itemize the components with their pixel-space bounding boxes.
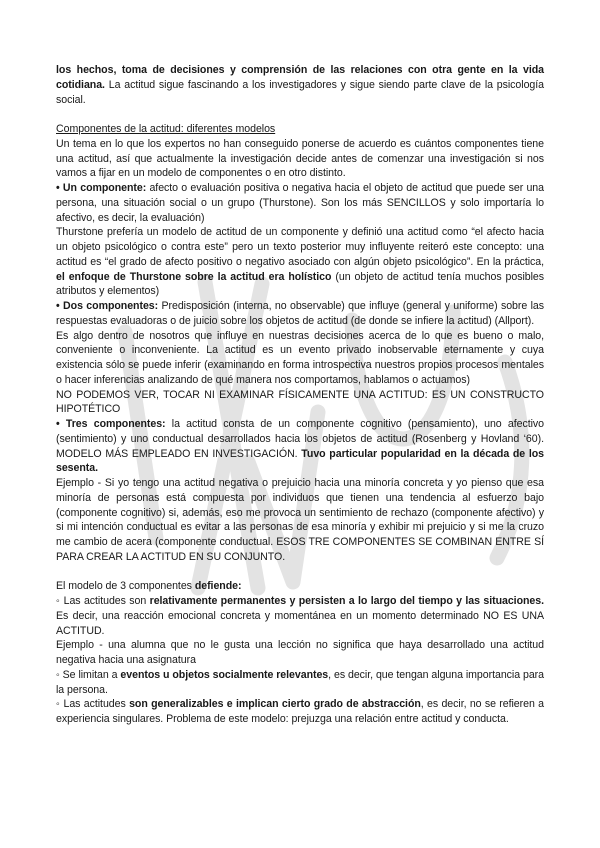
text-run: Predisposición (interna, no observable) que influye (general y uniforme) sobre las respuestas evaluadoras o de juicio sobre los objetos de actitud (de donde se infiere la actitud) (Allport). bbox=[56, 300, 544, 327]
text-run: ◦ Las actitudes bbox=[56, 698, 130, 711]
text-run: NO PODEMOS VER, TOCAR NI EXAMINAR FÍSICAMENTE UNA ACTITUD: ES UN CONSTRUCTO HIPOTÉTICO bbox=[56, 388, 544, 416]
text-run: La actitud sigue fascinando a los investigadores y sigue siendo parte clave de la psicología social. bbox=[56, 78, 544, 106]
paragraph bbox=[56, 476, 544, 565]
paragraph bbox=[56, 579, 544, 594]
text-run: , es decir, no se refieren a experiencia singulares. Problema de este modelo: prejuzga una relación entre actitud y conducta. bbox=[56, 698, 544, 725]
text-run: , es decir, que tengan alguna importancia para la persona. bbox=[56, 668, 544, 696]
text-run: El modelo de 3 componentes bbox=[56, 580, 195, 593]
text-run: Un tema en lo que los expertos no han conseguido ponerse de acuerdo es cuántos componentes tiene una actitud, así que actualmente la investigación decide antes de comenzar una investigación si nos vamos a fijar en un modelo de componentes o en otro distinto. bbox=[56, 137, 544, 180]
section-heading bbox=[56, 122, 544, 137]
paragraph bbox=[56, 225, 544, 299]
text-run: • Un componente: bbox=[56, 182, 147, 194]
paragraph bbox=[56, 299, 544, 329]
text-run: • Dos componentes: bbox=[56, 300, 159, 312]
text-run: Ejemplo - una alumna que no le gusta una lección no significa que haya desarrollado una actitud negativa hacia una asignatura bbox=[56, 639, 544, 666]
paragraph bbox=[56, 697, 544, 727]
text-run: eventos u objetos socialmente relevantes bbox=[120, 668, 329, 681]
paragraph bbox=[56, 594, 544, 638]
text-run: la actitud consta de un componente cognitivo (pensamiento), uno afectivo (sentimiento) y uno conductual desarrollados hacia los objetos de actitud (Rosenberg y Hovland ‘60). MODELO MÁS EMPLEADO EN INVESTIGACIÓN. bbox=[56, 418, 544, 460]
paragraph bbox=[56, 181, 544, 225]
text-run: son generalizables e implican cierto grado de abstracción bbox=[129, 698, 421, 711]
paragraph bbox=[56, 638, 544, 668]
text-run: Thurstone prefería un modelo de actitud de un componente y definió una actitud como “el afecto hacia un objeto psicológico o contra este” pero un texto posterior muy influyente reiteró este concepto: una actitud es “el grado de afecto positivo o negativo asociado con algún objeto psicológico”. En la práctica, bbox=[56, 226, 544, 268]
text-run: afecto o evaluación positiva o negativa hacia el objeto de actitud que puede ser una persona, una situación social o un grupo (Thurstone). Son los más SENCILLOS y solo importaría lo afectivo, es decir, la evaluación) bbox=[56, 182, 544, 224]
text-run: Componentes de la actitud: diferentes modelos bbox=[56, 123, 276, 135]
text-run: relativamente permanentes y persisten a lo largo del tiempo y las situaciones. bbox=[149, 595, 544, 607]
paragraph bbox=[56, 137, 544, 181]
paragraph bbox=[56, 417, 544, 476]
text-run: ◦ Las actitudes son bbox=[56, 595, 150, 607]
text-run: • Tres componentes: bbox=[56, 418, 166, 430]
text-run: ◦ Se limitan a bbox=[56, 668, 121, 681]
text-run: Tuvo particular popularidad en la década de los sesenta. bbox=[56, 447, 545, 475]
text-run: (un objeto de actitud tenía muchos posibles atributos y elementos) bbox=[56, 270, 544, 298]
paragraph bbox=[56, 388, 544, 418]
paragraph bbox=[56, 63, 544, 107]
blank-line bbox=[56, 565, 544, 580]
text-run: los hechos, toma de decisiones y comprensión de las relaciones con otra gente en la vida cotidiana. bbox=[56, 64, 544, 91]
text-run: Es algo dentro de nosotros que influye en nuestras decisiones acerca de lo que es bueno o malo, conveniente o inconveniente. La actitud es un evento privado inobservable eternamente y cuya existencia sólo se puede inferir (examinando en forma introspectiva nuestros propios procesos mentales o hacer inferencias analizando de qué manera nos comportamos, hablamos o actuamos) bbox=[56, 329, 544, 386]
blank-line bbox=[56, 107, 544, 122]
paragraph bbox=[56, 668, 544, 698]
text-run: Ejemplo - Si yo tengo una actitud negativa o prejuicio hacia una minoría concreta y yo pienso que esa minoría de personas está compuesta por individuos que tienen una tendencia al esfuerzo bajo (componente cognitivo) si, además, eso me provoca un sentimiento de rechazo (componente afectivo) y si mi intención conductual es evitar a las personas de esa minoría y exhibir mi prejuicio y si me la cruzo me cambio de acera (componente conductual. ESOS TRE COMPONENTES SE COMBINAN ENTRE SÍ PARA CREAR LA ACTITUD EN SU CONJUNTO. bbox=[56, 477, 544, 563]
text-run: defiende: bbox=[194, 580, 242, 593]
text-run: el enfoque de Thurstone sobre la actitud era holístico bbox=[56, 270, 332, 283]
text-run: Es decir, una reacción emocional concreta y momentánea en un momento determinado NO ES UNA ACTITUD. bbox=[56, 609, 544, 637]
paragraph bbox=[56, 329, 544, 388]
